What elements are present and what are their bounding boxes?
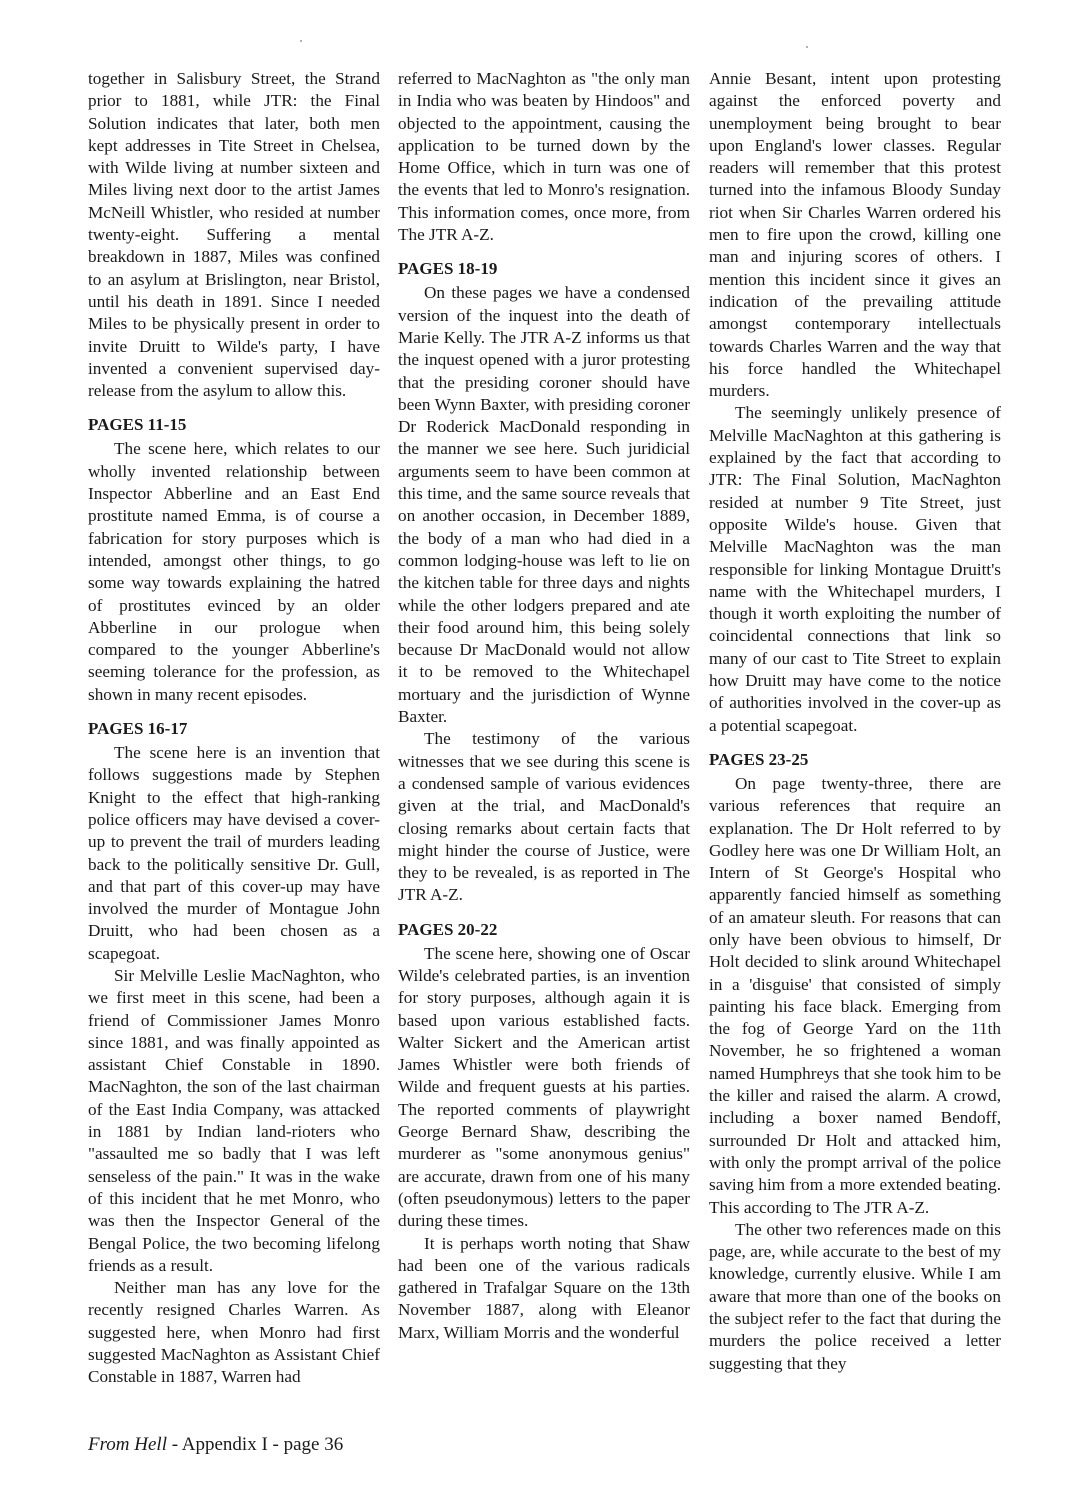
paragraph: On page twenty-three, there are various references that require an explanation. The Dr Holt referred to by Godley here was one Dr William Holt, an Intern of St George's Hospital who apparently fancied himself as something of an amateur sleuth. For reasons that can only have been obvious to himself, Dr Holt decided to slink around Whitechapel in a 'disguise' that consisted of simply painting his face black. Emerging from the fog of George Yard on the 11th November, he so frightened a woman named Humphreys that she took him to be the killer and raised the alarm. A crowd, including a boxer named Bendoff, surrounded Dr Holt and attacked him, with only the prompt arrival of the police saving him from a more extended beating. This according to The JTR A-Z. (709, 773, 1001, 1217)
paragraph: The seemingly unlikely presence of Melville MacNaghton at this gathering is explained by the fact that according to JTR: The Final Solution, MacNaghton resided at number 9 Tite Street, just opposite Wilde's house. Given that Melville MacNaghton was the man responsible for linking Montague Druitt's name with the Whitechapel murders, I though it worth exploiting the number of coincidental connections that link so many of our cast to Tite Street to explain how Druitt may have come to the notice of authorities involved in the cover-up as a potential scapegoat. (709, 403, 1001, 735)
paragraph: Neither man has any love for the recently resigned Charles Warren. As suggested here, when Monro had first suggested MacNaghton as Assistant Chief Constable in 1887, Warren had (88, 1278, 380, 1387)
paragraph: Annie Besant, intent upon protesting against the enforced poverty and unemployment being brought to bear upon England's lower classes. Regular readers will remember that this protest turned into the infamous Bloody Sunday riot when Sir Charles Warren ordered his men to fire upon the crowd, killing one man and injuring scores of others. I mention this incident since it gives an indication of the prevailing attitude amongst contemporary intellectuals towards Charles Warren and the way that his force handled the Whitechapel murders. (709, 69, 1001, 401)
footer-book-title: From Hell (88, 1434, 167, 1455)
section-heading: PAGES 11-15 (88, 415, 187, 435)
paragraph: It is perhaps worth noting that Shaw had been one of the various radicals gathered in Trafalgar Square on the 13th November 1887, along with Eleanor Marx, William Morris and the wonderful (398, 1233, 690, 1342)
text-column-2 (398, 68, 690, 1344)
page-footer (88, 1433, 343, 1457)
paragraph: referred to MacNaghton as "the only man in India who was beaten by Hindoos" and objected to the appointment, causing the application to be turned down by the Home Office, which in turn was one of the events that led to Monro's resignation. This information comes, once more, from The JTR A-Z. (398, 69, 690, 245)
paragraph: On these pages we have a condensed version of the inquest into the death of Marie Kelly. The JTR A-Z informs us that the inquest opened with a juror protesting that the presiding coroner should have been Wynn Baxter, with presiding coroner Dr Roderick MacDonald responding in the manner we see here. Such juridicial arguments seem to have been common at this time, and the same source reveals that on another occasion, in December 1889, the body of a man who had died in a common lodging-house was left to lie on the kitchen table for three days and nights while the other lodgers prepared and ate their food around him, this being solely because Dr MacDonald would not allow it to be removed to the Whitechapel mortuary and the jurisdiction of Wynne Baxter. (398, 283, 690, 727)
paragraph: The scene here is an invention that follows suggestions made by Stephen Knight to the effect that high-ranking police officers may have devised a cover-up to prevent the trail of murders leading back to the politically sensitive Dr. Gull, and that part of this cover-up may have involved the murder of Montague John Druitt, who had been chosen as a scapegoat. (88, 743, 380, 963)
scan-speck (300, 40, 302, 42)
text-column-1 (88, 68, 380, 1389)
section-heading: PAGES 18-19 (398, 259, 498, 279)
paragraph: Sir Melville Leslie MacNaghton, who we first meet in this scene, had been a friend of Commissioner James Monro since 1881, and was finally appointed as assistant Chief Constable in 1890. MacNaghton, the son of the last chairman of the East India Company, was attacked in 1881 by Indian land-rioters who "assaulted me so badly that I was left senseless of the pain." It was in the wake of this incident that he met Monro, who was then the Inspector General of the Bengal Police, the two becoming lifelong friends as a result. (88, 965, 380, 1275)
footer-page-label: - Appendix I - page 36 (166, 1434, 344, 1455)
section-heading: PAGES 20-22 (398, 919, 498, 939)
paragraph: The testimony of the various witnesses that we see during this scene is a condensed sample of various evidences given at the trial, and MacDonald's closing remarks about certain facts that might hinder the course of Justice, were they to be revealed, is as reported in The JTR A-Z. (398, 729, 690, 905)
paragraph: The scene here, showing one of Oscar Wilde's celebrated parties, is an invention for story purposes, although again it is based upon various established facts. Walter Sickert and the American artist James Whistler were both friends of Wilde and frequent guests at his parties. The reported comments of playwright George Bernard Shaw, describing the murderer as "some anonymous genius" are accurate, drawn from one of his many (often pseudonymous) letters to the paper during these times. (398, 943, 690, 1231)
paragraph: The scene here, which relates to our wholly invented relationship between Inspector Abberline and an East End prostitute named Emma, is of course a fabrication for story purposes which is intended, amongst other things, to go some way towards explaining the hatred of prostitutes evinced by an older Abberline in our prologue when compared to the younger Abberline's seeming tolerance for the profession, as shown in many recent episodes. (88, 439, 380, 704)
section-heading: PAGES 23-25 (709, 749, 809, 769)
scan-speck (806, 46, 808, 48)
text-column-3 (709, 68, 1001, 1375)
paragraph: together in Salisbury Street, the Strand prior to 1881, while JTR: the Final Solution indicates that later, both men kept addresses in Tite Street in Chelsea, with Wilde living at number sixteen and Miles living next door to the artist James McNeill Whistler, who resided at number twenty-eight. Suffering a mental breakdown in 1887, Miles was confined to an asylum at Brislington, near Bristol, until his death in 1891. Since I needed Miles to be physically present in order to invite Druitt to Wilde's party, I have invented a convenient supervised day-release from the asylum to allow this. (88, 69, 380, 401)
paragraph: The other two references made on this page, are, while accurate to the best of my knowledge, currently elusive. While I am aware that more than one of the books on the subject refer to the fact that during the murders the police received a letter suggesting that they (709, 1219, 1001, 1373)
section-heading: PAGES 16-17 (88, 719, 188, 739)
